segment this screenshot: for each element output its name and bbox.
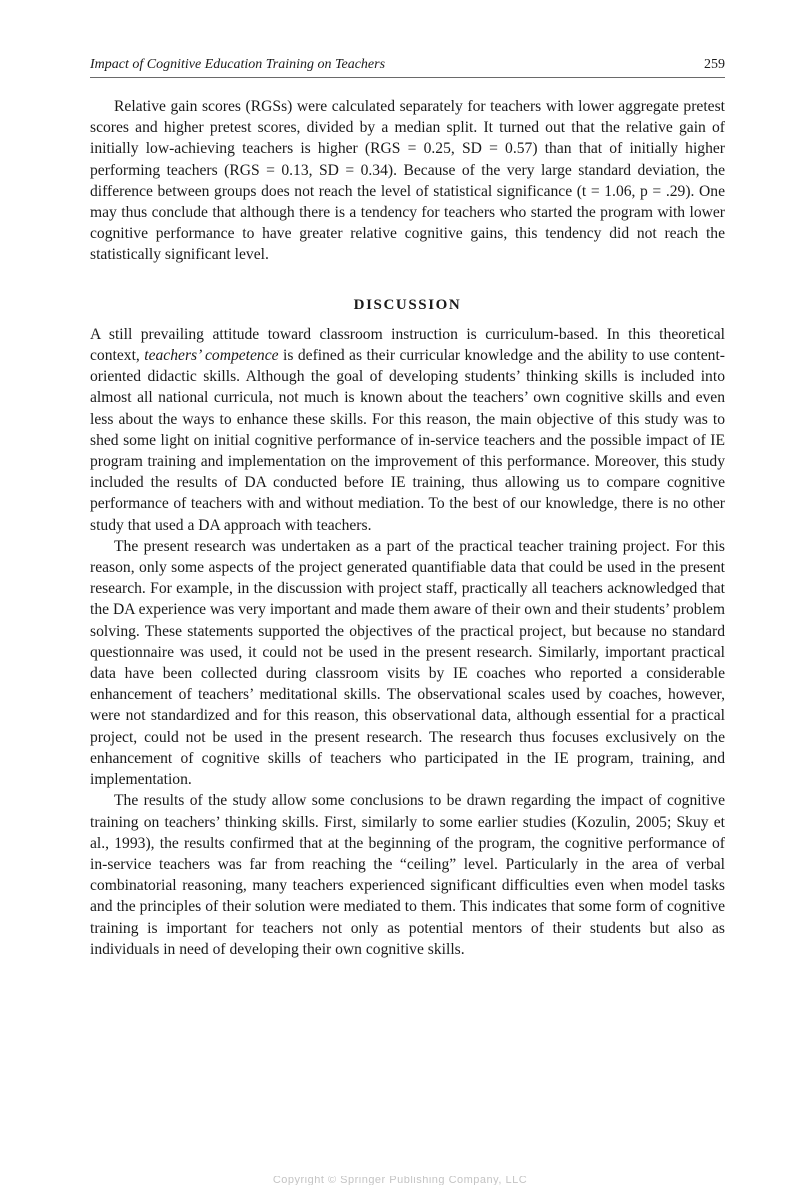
term-teachers-competence: teachers’ competence bbox=[144, 347, 279, 365]
paragraph-discussion-intro-b: is defined as their curricular knowledge and the ability to use content-oriented didactic skills. Although the goal of developing students’ thinking skills is included into almost all national curricula, not much is known about the teachers’ own cognitive skills and even less about the ways to enhance these skills. For this reason, the main objective of this study was to shed some light on initial cognitive performance of in-service teachers and the possible impact of IE program training and implementation on the improvement of this performance. Moreover, this study included the results of DA conducted before IE training, thus allowing us to compare cognitive performance of teachers with and without mediation. To the best of our knowledge, there is no other study that used a DA approach with teachers. bbox=[90, 347, 726, 534]
page-number: 259 bbox=[704, 57, 725, 72]
paragraph-practical-project: The present research was undertaken as a part of the practical teacher training project. For this reason, only some aspects of the project generated quantifiable data that could be used in the present research. For example, in the discussion with project staff, practically all teachers acknowledged that the DA experience was very important and made them aware of their own and their students’ problem solving. These statements supported the objectives of the practical project, but because no standard questionnaire was used, it could not be used in the present research. Similarly, important practical data have been collected during classroom visits by IE coaches who reported a considerable enhancement of teachers’ meditational skills. The observational scales used by coaches, however, were not standardized and for this reason, this observational data, although essential for a practical project, could not be used in the present research. The research thus focuses exclusively on the enhancement of cognitive skills of teachers who participated in the IE program, training, and implementation. bbox=[90, 537, 725, 789]
section-heading-discussion: DISCUSSION bbox=[353, 296, 462, 313]
article-body bbox=[90, 96, 725, 960]
paragraph-discussion-intro bbox=[90, 324, 725, 536]
paragraph-results-conclusions: The results of the study allow some conclusions to be drawn regarding the impact of cognitive training on teachers’ thinking skills. First, similarly to some earlier studies (Kozulin, 2005; Skuy et al., 1993), the results confirmed that at the beginning of the program, the cognitive performance of in-service teachers was far from reaching the “ceiling” level. Particularly in the area of verbal combinatorial reasoning, many teachers experienced significant difficulties even when model tasks and the principles of their solution were mediated to them. This indicates that some form of cognitive training is important for teachers not only as potential mentors of their students but also as individuals in need of developing their own cognitive skills. bbox=[90, 792, 725, 958]
copyright-text: Copyright © Springer Publishing Company, LLC bbox=[272, 1176, 528, 1185]
paragraph-discussion-intro-a: A still prevailing attitude toward classroom instruction is curriculum-based. In this theoretical context, bbox=[90, 325, 725, 365]
paragraph-relative-gain: Relative gain scores (RGSs) were calculated separately for teachers with lower aggregate pretest scores and higher pretest scores, divided by a median split. It turned out that the relative gain of initially low-achieving teachers is higher (RGS = 0.25, SD = 0.57) than that of initially higher performing teachers (RGS = 0.13, SD = 0.34). Because of the very large standard deviation, the difference between groups does not reach the level of statistical significance (t = 1.06, p = .29). One may thus conclude that although there is a tendency for teachers who started the program with lower cognitive performance to have greater relative cognitive gains, this tendency did not reach the statistically significant level. bbox=[90, 98, 725, 264]
running-head bbox=[90, 57, 725, 78]
copyright-footer bbox=[0, 1176, 800, 1185]
running-title: Impact of Cognitive Education Training on Teachers bbox=[90, 57, 386, 72]
